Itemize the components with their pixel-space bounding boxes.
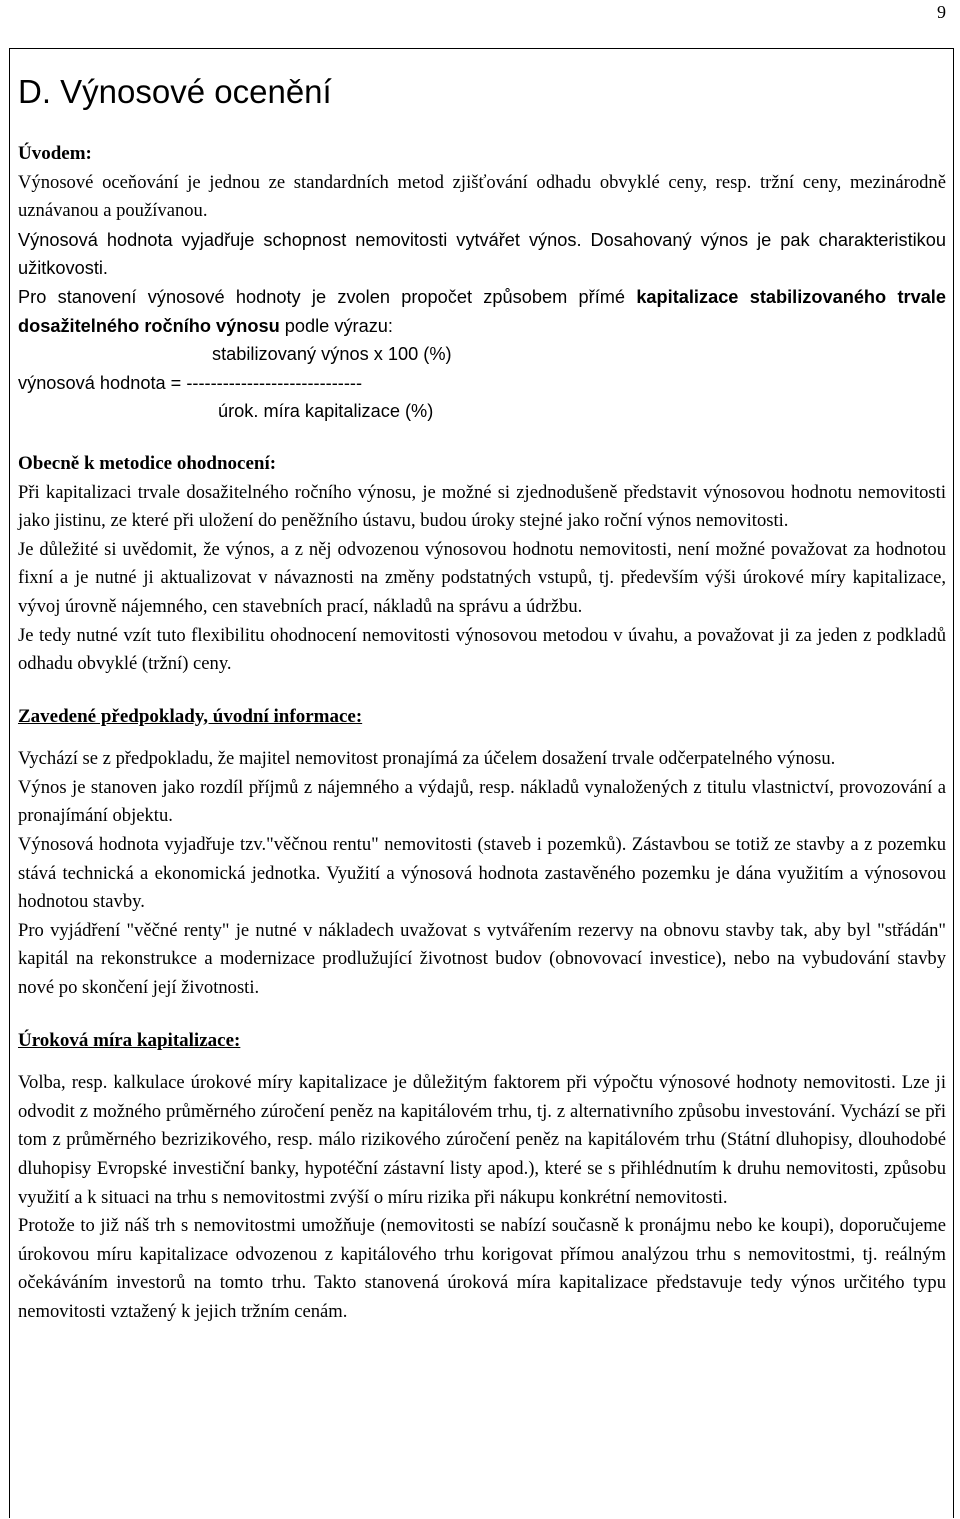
- intro-line-2: Výnosová hodnota vyjadřuje schopnost nemovitosti vytvářet výnos. Dosahovaný výnos je pak charakteristikou užitkovosti.: [18, 229, 946, 279]
- formula-numerator: stabilizovaný výnos x 100 (%): [212, 344, 452, 365]
- formula-intro-bold: kapitalizace stabilizovaného trvale dosažitelného ročního výnosu: [18, 286, 946, 336]
- interest-rate-section: [18, 1027, 946, 1327]
- page-number: 9: [937, 2, 946, 22]
- methodology-section: [18, 450, 946, 679]
- spacer: [18, 679, 946, 703]
- intro-line-1: Výnosové oceňování je jednou ze standardních metod zjišťování odhadu obvyklé ceny, resp. tržní ceny, mezinárodně uznávanou a používanou.: [18, 171, 946, 222]
- methodology-paragraph-2: Je důležité si uvědomit, že výnos, a z něj odvozenou výnosovou hodnotu nemovitosti, není možné považovat za hodnotou fixní a je nutné ji aktualizovat v návaznosti na změny podstatných vstupů, tj. především výši úrokové míry kapitalizace, vývoj úrovně nájemného, cen stavebních prací, nákladů na správu a údržbu.: [18, 538, 946, 617]
- methodology-paragraph-3: Je tedy nutné vzít tuto flexibilitu ohodnocení nemovitosti výnosovou metodou v úvahu, a považovat ji za jeden z podkladů odhadu obvyklé (tržní) ceny.: [18, 624, 946, 675]
- assumptions-paragraph-2: Výnos je stanoven jako rozdíl příjmů z nájemného a výdajů, resp. nákladů vynaložených z titulu vlastnictví, provozování a pronajímání objektu.: [18, 776, 946, 827]
- section-title: D. Výnosové ocenění: [18, 73, 332, 110]
- intro-formula-paragraph: [18, 283, 946, 340]
- formula-denominator: úrok. míra kapitalizace (%): [218, 401, 434, 422]
- document-body: [18, 70, 946, 1327]
- formula-intro-tail: podle výrazu:: [284, 315, 393, 336]
- spacer: [18, 426, 946, 450]
- intro-heading: Úvodem:: [18, 143, 92, 164]
- assumptions-paragraph-1: Vychází se z předpokladu, že majitel nemovitost pronajímá za účelem dosažení trvale odčerpatelného výnosu.: [18, 748, 836, 770]
- assumptions-section: [18, 703, 946, 1003]
- spacer: [18, 1055, 946, 1069]
- assumptions-heading: Zavedené předpoklady, úvodní informace:: [18, 705, 363, 727]
- methodology-heading: Obecně k metodice ohodnocení:: [18, 452, 277, 474]
- formula-lhs: výnosová hodnota = -----------------------------: [18, 372, 362, 393]
- intro-section: [18, 140, 946, 426]
- assumptions-paragraph-3: Výnosová hodnota vyjadřuje tzv."věčnou rentu" nemovitosti (staveb i pozemků). Zástavbou se totiž ze stavby a z pozemku stává technická a ekonomická jednotka. Využití a výnosová hodnota zastavěného pozemku je dána využitím a výnosovou hodnotou stavby.: [18, 834, 946, 913]
- interest-rate-paragraph-2: Protože to již náš trh s nemovitostmi umožňuje (nemovitosti se nabízí současně k pronájmu nebo ke koupi), doporučujeme úrokovou míru kapitalizace odvozenou z kapitálového trhu korigovat přímou analýzou trhu s nemovitostmi, tj. reálným očekáváním investorů na tomto trhu. Takto stanovená úroková míra kapitalizace představuje tedy výnos určitého typu nemovitosti vztažený k jejich tržním cenám.: [18, 1215, 946, 1322]
- spacer: [18, 1003, 946, 1027]
- assumptions-paragraph-4: Pro vyjádření "věčné renty" je nutné v nákladech uvažovat s vytvářením rezervy na obnovu stavby tak, aby byl "střádán" kapitál na rekonstrukce a modernizace prodlužující životnost budov (obnovovací investice), nebo na vybudování stavby nové po skončení její životnosti.: [18, 919, 946, 999]
- methodology-paragraph-1: Při kapitalizaci trvale dosažitelného ročního výnosu, je možné si zjednodušeně představit výnosovou hodnotu nemovitosti jako jistinu, ze které při uložení do peněžního ústavu, budou úroky stejné jako roční výnos nemovitosti.: [18, 481, 946, 532]
- spacer: [18, 731, 946, 745]
- formula-intro-text: Pro stanovení výnosové hodnoty je zvolen propočet způsobem přímé: [18, 286, 626, 307]
- interest-rate-paragraph-1: Volba, resp. kalkulace úrokové míry kapitalizace je důležitým faktorem při výpočtu výnosové hodnoty nemovitosti. Lze ji odvodit z možného průměrného zúročení peněz na kapitálovém trhu, tj. z alternativního způsobu investování. Vychází se při tom z průměrného bezrizikového, resp. málo rizikového zúročení peněz na kapitálovém trhu (Státní dluhopisy, dlouhodobé dluhopisy Evropské investiční banky, hypotéční zástavní listy apod.), které se s přihlédnutím k druhu nemovitosti, způsobu využití a k situaci na trhu s nemovitostmi zvýší o míru rizika při nákupu konkrétní nemovitosti.: [18, 1072, 946, 1208]
- interest-rate-heading: Úroková míra kapitalizace:: [18, 1029, 241, 1051]
